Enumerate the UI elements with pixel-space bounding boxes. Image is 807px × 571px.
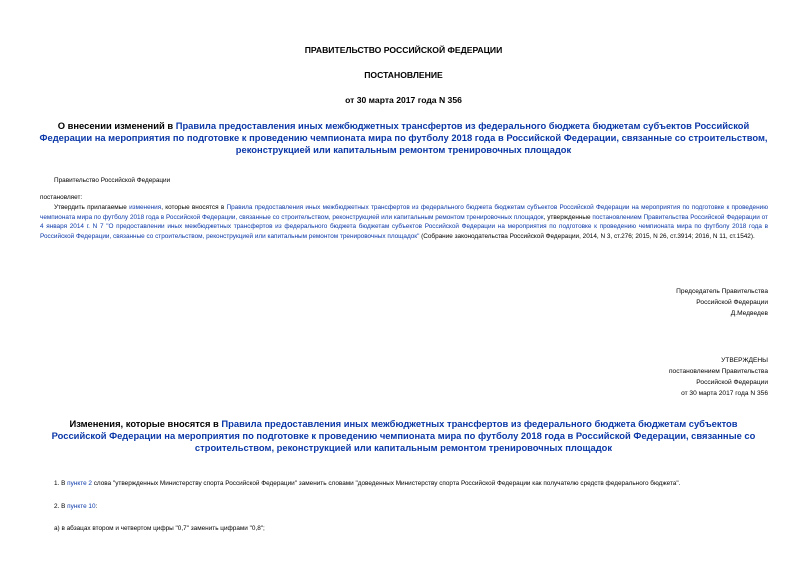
item-1 (54, 479, 774, 489)
para-suffix: (Собрание законодательства Российской Федерации, 2014, N 3, ст.276; 2015, N 26, ст.3914; 2016, N 11, ст.1542). (419, 232, 755, 240)
para-mid1: , которые вносятся в (161, 204, 227, 211)
government-header: ПРАВИТЕЛЬСТВО РОССИЙСКОЙ ФЕДЕРАЦИИ (304, 45, 503, 55)
point-10-link[interactable]: пункте 10 (67, 503, 96, 510)
approved-title: УТВЕРЖДЕНЫ (721, 357, 768, 364)
approved-org: Российской Федерации (696, 379, 768, 386)
changes-title-prefix: Изменения, которые вносятся в (69, 418, 222, 429)
para-prefix: Утвердить прилагаемые (54, 204, 130, 211)
signature-position: Председатель Правительства (676, 288, 768, 295)
item-2-prefix: 2. В (54, 503, 68, 510)
document-date-number: от 30 марта 2017 года N 356 (345, 95, 462, 105)
item-2-suffix: : (95, 503, 98, 510)
item-2 (54, 502, 97, 512)
signature-name: Д.Медведев (730, 310, 768, 317)
changes-link[interactable]: изменения (129, 204, 162, 211)
changes-title-rules-link[interactable]: Правила предоставления иных межбюджетных трансфертов из федерального бюджета бюджетам субъектов Российской Федерации на мероприятия по подготовке к проведению чемпионата мира по футболу 2018 года в Российской Федерации, связанные со строительством, реконструкцией или капитальным ремонтом тренировочных площадок (51, 418, 756, 453)
decides-line: постановляет: (40, 194, 83, 201)
point-2-link[interactable]: пункте 2 (67, 480, 92, 487)
resolution-link[interactable]: постановлением Правительства Российской Федерации от 4 января 2014 г. N 7 "О предоставлении иных межбюджетных трансфертов из федерального бюджета бюджетам субъектов Российской Федерации на мероприятия по подготовке к проведению чемпионата мира по футболу 2018 года в Российской Федерации, связанные со строительством, реконструкцией или капитальным ремонтом тренировочных площадок" (40, 213, 768, 240)
changes-title (44, 418, 763, 454)
signature-block (560, 286, 768, 319)
document-type: ПОСТАНОВЛЕНИЕ (364, 70, 443, 80)
government-line: Правительство Российской Федерации (54, 177, 171, 184)
document-title (34, 120, 773, 156)
item-1-prefix: 1. В (54, 480, 68, 487)
title-rules-link[interactable]: Правила предоставления иных межбюджетных трансфертов из федерального бюджета бюджетам субъектов Российской Федерации на мероприятия по подготовке к проведению чемпионата мира по футболу 2018 года в Российской Федерации, связанные со строительством, реконструкцией или капитальным ремонтом тренировочных площадок (39, 120, 768, 155)
rules-link[interactable]: Правила предоставления иных межбюджетных трансфертов из федерального бюджета бюджетам субъектов Российской Федерации на мероприятия по подготовке к проведению чемпионата мира по футболу 2018 года в Российской Федерации, связанные со строительством, реконструкцией или капитальным ремонтом тренировочных площадок (40, 204, 768, 221)
decree-paragraph (40, 203, 768, 241)
item-3: а) в абзацах втором и четвертом цифры "0,7" заменить цифрами "0,8"; (54, 525, 265, 532)
title-prefix: О внесении изменений в (57, 120, 176, 131)
para-mid2: , утвержденные (543, 213, 593, 221)
approved-block (560, 355, 768, 399)
item-1-text: слова "утвержденных Министерству спорта Российской Федерации" заменить словами "доведенных Министерству спорта Российской Федерации как получателю средств федерального бюджета". (91, 480, 681, 487)
signature-org: Российской Федерации (696, 299, 768, 306)
approved-by: постановлением Правительства (668, 368, 768, 375)
approved-date: от 30 марта 2017 года N 356 (681, 390, 768, 397)
